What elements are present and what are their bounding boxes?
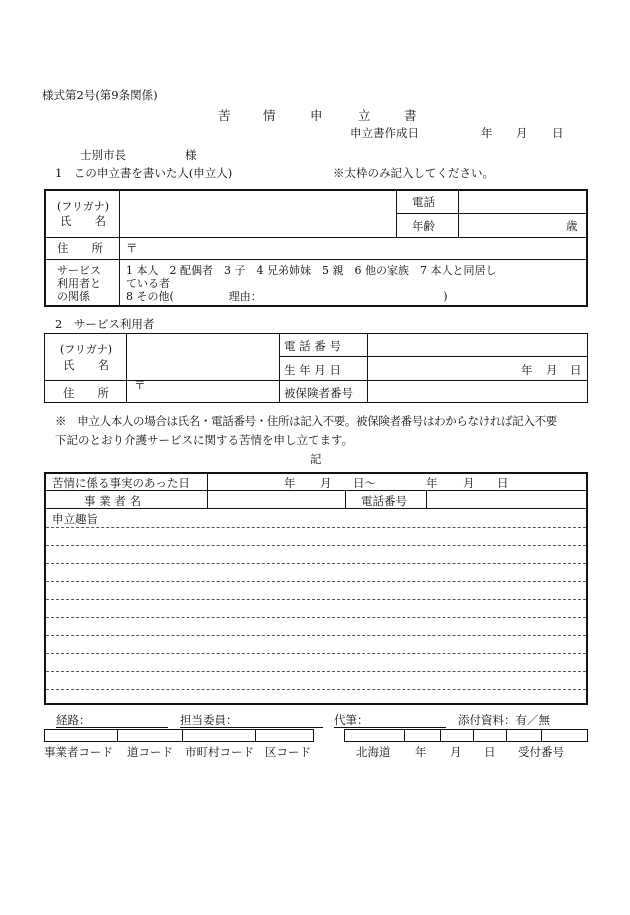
date-day: 日 [552, 126, 564, 140]
date-year: 年 [481, 126, 493, 140]
provider-name-field[interactable] [209, 492, 343, 507]
user-phone-birth-divider [279, 356, 588, 357]
receipt-box-divider-2 [440, 729, 441, 742]
user-birth-day: 日 [570, 363, 582, 377]
user-insured-label: 被保険者番号 [284, 386, 353, 400]
honorific: 様 [185, 148, 197, 162]
user-name-label: 氏 名 [63, 358, 109, 372]
addressee: 士別市長 [80, 148, 126, 162]
provider-phone-label: 電話番号 [361, 494, 407, 508]
relation-label-3: の関係 [57, 290, 90, 303]
user-col-divider-3 [367, 333, 368, 403]
applicant-age-unit: 歳 [566, 219, 578, 233]
applicant-phone-label: 電話 [412, 195, 435, 209]
code-boxes [44, 729, 314, 742]
relation-options-3[interactable]: 8 その他( 理由： ) [126, 290, 448, 303]
staff-label: 担当委員： [180, 713, 238, 727]
receipt-box-divider-4 [506, 729, 507, 742]
complaint-col-divider-3 [426, 490, 427, 508]
applicant-row-divider-2 [44, 259, 588, 260]
applicant-age-label: 年齢 [412, 219, 435, 233]
ki-label: 記 [310, 452, 322, 466]
fact-from-day: 日〜 [353, 476, 376, 490]
staff-underline [180, 727, 323, 728]
relation-label-2: 利用者と [57, 277, 101, 290]
title-char-4: 立 [358, 108, 371, 123]
receipt-month: 月 [450, 745, 462, 759]
user-furigana-label: (フリガナ) [60, 343, 113, 356]
fact-date-label: 苦情に係る事実のあった日 [52, 476, 190, 490]
attachment-label[interactable]: 添付資料：有／無 [458, 713, 550, 727]
applicant-phone-field[interactable] [460, 191, 586, 212]
complaint-row-divider-2 [44, 508, 588, 509]
user-postal-mark: 〒 [134, 378, 146, 392]
user-row-divider [44, 380, 588, 381]
title-char-5: 書 [404, 108, 417, 123]
complaint-col-divider-1 [207, 472, 208, 508]
applicant-address-label: 住 所 [57, 241, 103, 255]
section2-heading: 2 サービス利用者 [55, 317, 155, 331]
proxy-label: 代筆： [334, 713, 369, 727]
user-address-label: 住 所 [63, 386, 109, 400]
applicant-phone-age-divider [396, 213, 588, 214]
date-month: 月 [516, 126, 528, 140]
proxy-underline [334, 727, 446, 728]
user-col-divider-2 [279, 333, 280, 403]
user-name-field[interactable] [128, 335, 277, 379]
code-box-divider-1 [117, 729, 118, 742]
applicant-postal-mark: 〒 [126, 241, 138, 255]
route-underline [56, 727, 168, 728]
receipt-box-divider-5 [541, 729, 542, 742]
receipt-day: 日 [484, 745, 496, 759]
user-insured-field[interactable] [369, 382, 586, 401]
receipt-year: 年 [415, 745, 427, 759]
purpose-label: 申立趣旨 [52, 512, 98, 526]
code-box-divider-2 [182, 729, 183, 742]
fact-from-year: 年 [284, 476, 296, 490]
fact-to-month: 月 [463, 476, 475, 490]
fact-to-year: 年 [426, 476, 438, 490]
note-line-1: ※ 申立人本人の場合は氏名・電話番号・住所は記入不要。被保険者番号はわからなければ記入不要 [55, 414, 557, 428]
title-char-2: 情 [263, 108, 276, 123]
receipt-box-divider-1 [404, 729, 405, 742]
provider-label: 事 業 者 名 [84, 494, 141, 508]
user-phone-label: 電 話 番 号 [284, 339, 341, 353]
receipt-number-label: 受付番号 [518, 745, 564, 759]
code-box-divider-3 [255, 729, 256, 742]
applicant-address-field[interactable] [140, 239, 586, 258]
applicant-name-label: 氏 名 [60, 214, 106, 228]
date-label: 申立書作成日 [350, 126, 419, 140]
fact-from-month: 月 [320, 476, 332, 490]
code-label-provider: 事業者コード [44, 745, 113, 759]
applicant-col-divider [119, 189, 120, 307]
relation-label-1: サービス [57, 264, 101, 277]
applicant-furigana-label: (フリガナ) [57, 200, 110, 213]
code-label-prefecture: 道コード [127, 745, 173, 759]
title-char-3: 申 [310, 108, 323, 123]
section1-heading: 1 この申立書を書いた人(申立人) [55, 166, 233, 180]
user-col-divider-1 [126, 333, 127, 403]
user-birth-year: 年 [521, 363, 533, 377]
route-label: 経路： [56, 713, 91, 727]
applicant-name-field[interactable] [121, 191, 394, 236]
purpose-text-area[interactable] [46, 527, 586, 703]
code-label-municipality: 市町村コード [185, 745, 254, 759]
relation-options-2: ている者 [126, 277, 170, 290]
title-char-1: 苦 [218, 108, 231, 123]
applicant-age-field[interactable] [460, 215, 560, 236]
form-number: 様式第2号(第9条関係) [42, 88, 158, 102]
complaint-col-divider-2 [345, 490, 346, 508]
receipt-box-divider-3 [473, 729, 474, 742]
provider-phone-field[interactable] [428, 492, 586, 507]
user-birth-label: 生 年 月 日 [284, 363, 341, 377]
receipt-boxes [344, 729, 588, 742]
section1-note: ※太枠のみ記入してください。 [333, 166, 494, 180]
hokkaido-label: 北海道 [356, 745, 391, 759]
user-address-field[interactable] [148, 382, 277, 401]
note-line-2: 下記のとおり介護サービスに関する苦情を申し立てます。 [55, 433, 354, 447]
relation-options-1[interactable]: 1 本人 2 配偶者 3 子 4 兄弟姉妹 5 親 6 他の家族 7 本人と同居し [126, 264, 497, 277]
user-birth-month: 月 [546, 363, 558, 377]
fact-to-day: 日 [497, 476, 509, 490]
applicant-row-divider-1 [44, 237, 588, 238]
user-phone-field[interactable] [369, 335, 586, 355]
complaint-row-divider-1 [44, 490, 588, 491]
code-label-ward: 区コード [265, 745, 311, 759]
